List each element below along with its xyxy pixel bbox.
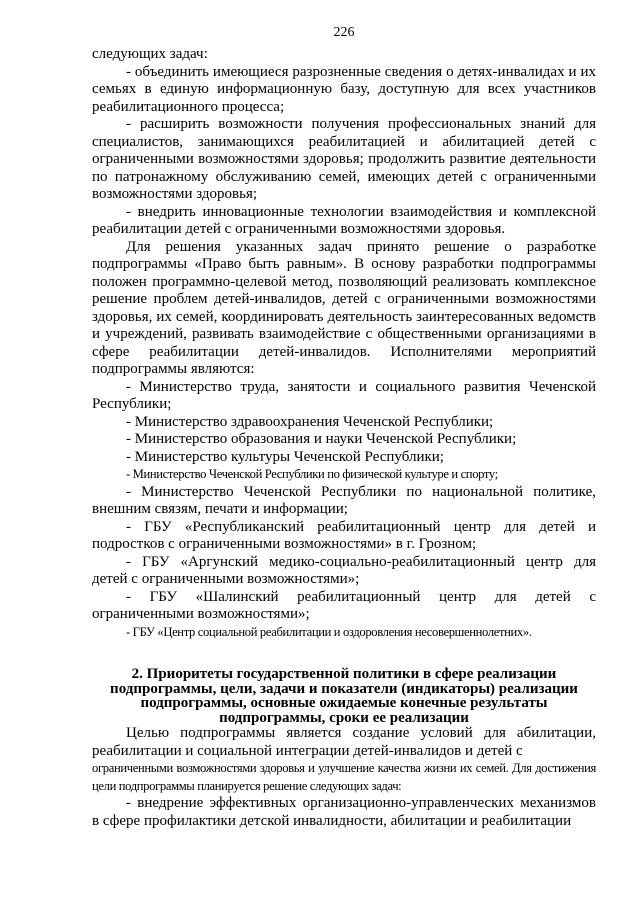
paragraph: - Министерство здравоохранения Чеченской Республики; (126, 413, 494, 430)
paragraph: следующих задач: (92, 46, 208, 62)
section-heading-line: подпрограммы, цели, задачи и показатели (индикаторы) реализации (110, 680, 578, 697)
paragraph: - Министерство образования и науки Чеченской Республики; (126, 431, 517, 447)
paragraph: - ГБУ «Шалинский реабилитационный центр для детей с ограниченными возможностями»; (92, 588, 596, 622)
section-heading-line: подпрограммы, основные ожидаемые конечные результаты (140, 695, 548, 711)
page-number: 226 (333, 25, 355, 40)
paragraph: - Министерство труда, занятости и социального развития Чеченской Республики; (92, 378, 596, 412)
paragraph: - объединить имеющиеся разрозненные сведения о детях-инвалидах и их семьях в единую информационную базу, доступную для всех участников реабилитационного процесса; (92, 63, 596, 115)
paragraph: - Министерство Чеченской Республики по национальной политике, внешним связям, печати и информации; (92, 483, 596, 517)
paragraph: - внедрение эффективных организационно-управленческих механизмов в сфере профилактики детской инвалидности, абилитации и реабилитации (92, 795, 596, 829)
section-heading-line: подпрограммы, сроки ее реализации (219, 709, 469, 726)
paragraph: - внедрить инновационные технологии взаимодействия и комплексной реабилитации детей с ограниченными возможностями здоровья. (92, 203, 596, 237)
paragraph: - ГБУ «Республиканский реабилитационный центр для детей и подростков с ограниченными возможностями» в г. Грозном; (92, 518, 596, 552)
section-spacer (92, 641, 596, 667)
top-text-block (92, 46, 596, 641)
bottom-text-block (92, 725, 596, 830)
section-heading-line: 2. Приоритеты государственной политики в сфере реализации (131, 666, 557, 682)
section-heading (92, 667, 596, 725)
paragraph: - ГБУ «Аргунский медико-социально-реабилитационный центр для детей с ограниченными возможностями»; (92, 553, 596, 587)
paragraph: - ГБУ «Центр социальной реабилитации и оздоровления несовершеннолетних». (126, 624, 532, 639)
paragraph: Целью подпрограммы является создание условий для абилитации, реабилитации и социальной интеграции детей-инвалидов и детей с (92, 725, 596, 759)
paragraph: - расширить возможности получения профессиональных знаний для специалистов, занимающихся реабилитацией и абилитацией детей с ограниченными возможностями здоровья; продолжить развитие деятельности по патронажному обслуживанию семей, имеющих детей с ограниченными возможностями здоровья; (92, 116, 596, 202)
document-page (92, 20, 596, 830)
paragraph: - Министерство культуры Чеченской Республики; (126, 448, 444, 465)
paragraph: - Министерство Чеченской Республики по физической культуре и спорту; (126, 467, 498, 481)
paragraph: Для решения указанных задач принято решение о разработке подпрограммы «Право быть равным». В основу разработки подпрограммы положен программно-целевой метод, позволяющий реализовать комплексное решение проблем детей-инвалидов, детей с ограниченными возможностями здоровья, их семей, координировать деятельность заинтересованных ведомств и учреждений, развивать взаимодействие с общественными организациями в сфере реабилитации детей-инвалидов. Исполнителями мероприятий подпрограммы являются: (92, 238, 596, 377)
paragraph: ограниченными возможностями здоровья и улучшение качества жизни их семей. Для достижения цели подпрограммы планируется решение следующих задач: (92, 761, 596, 793)
